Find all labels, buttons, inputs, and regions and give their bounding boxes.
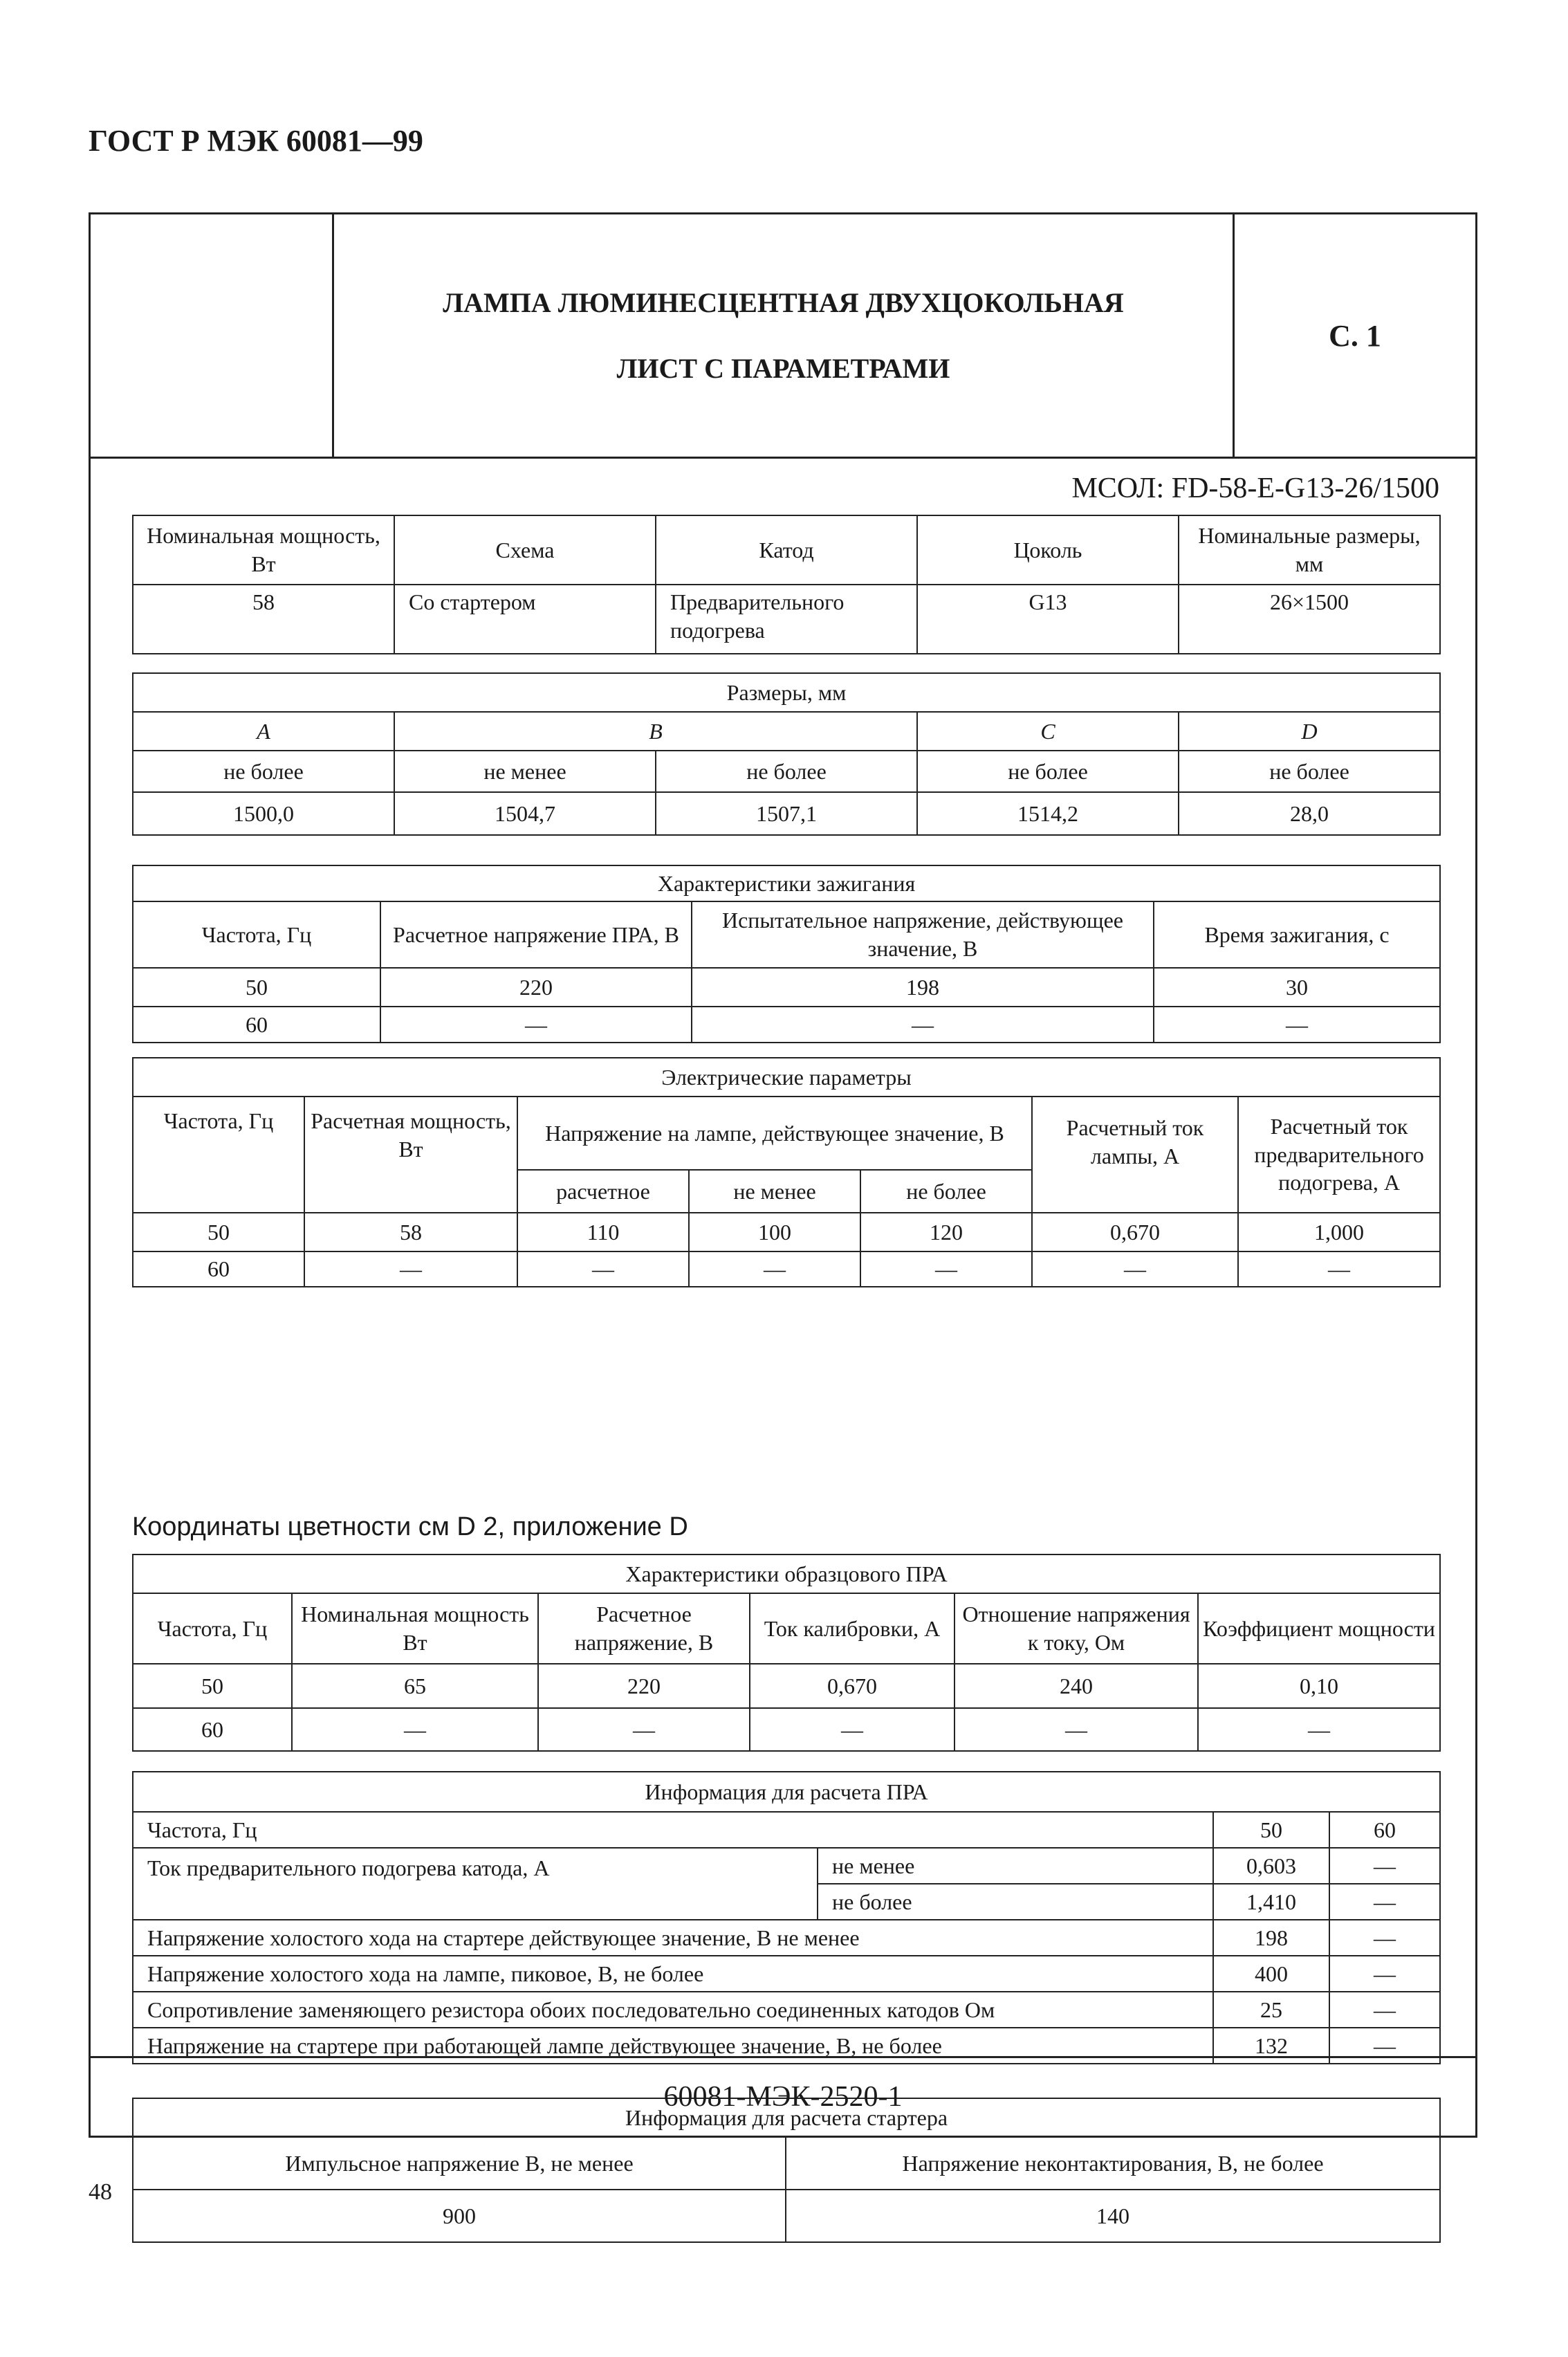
title-block-blank-cell <box>91 214 334 457</box>
general-table <box>132 515 1441 654</box>
value-cell: — <box>1238 1251 1440 1287</box>
value-cell: 1507,1 <box>656 792 917 835</box>
table-header-row <box>133 901 1440 968</box>
value-cell: 1,000 <box>1238 1213 1440 1251</box>
page-number: 48 <box>89 2179 112 2205</box>
row-label: Напряжение холостого хода на стартере действующее значение, В не менее <box>133 1920 1213 1956</box>
dimension-letter: B <box>394 712 917 751</box>
header-cell: Напряжение на лампе, действующее значение, В <box>517 1097 1032 1170</box>
value-cell: 132 <box>1213 2028 1329 2064</box>
table-header-row <box>133 2137 1440 2190</box>
value-cell: — <box>1329 2028 1440 2064</box>
value-cell: 1514,2 <box>917 792 1179 835</box>
value-cell: Со стартером <box>394 585 656 654</box>
value-cell: — <box>1329 1884 1440 1920</box>
value-cell: 60 <box>133 1708 292 1751</box>
table-title: Информация для расчета ПРА <box>133 1772 1440 1812</box>
table-row <box>133 1848 1440 1884</box>
header-cell: не более <box>860 1170 1032 1213</box>
table-header-row <box>133 1593 1440 1664</box>
table-row <box>133 792 1440 835</box>
limit-cell: не более <box>917 751 1179 792</box>
value-cell: — <box>1329 1992 1440 2028</box>
sheet-code: 60081-МЭК-2520-1 <box>663 2081 903 2113</box>
value-cell: 30 <box>1154 968 1440 1007</box>
table-row <box>133 2190 1440 2242</box>
value-cell: 58 <box>304 1213 517 1251</box>
value-cell: — <box>954 1708 1198 1751</box>
table-row <box>133 1251 1440 1287</box>
value-cell: 0,670 <box>1032 1213 1238 1251</box>
value-cell: — <box>1329 1920 1440 1956</box>
value-cell: — <box>750 1708 954 1751</box>
row-label: Сопротивление заменяющего резистора обоих последовательно соединенных катодов Ом <box>133 1992 1213 2028</box>
value-cell: 58 <box>133 585 394 654</box>
table-row <box>133 1007 1440 1043</box>
value-cell: 26×1500 <box>1179 585 1440 654</box>
sheet-code-footer <box>91 2056 1475 2136</box>
msol-designation: МСОЛ: FD-58-E-G13-26/1500 <box>1071 473 1439 504</box>
document-standard-title: ГОСТ Р МЭК 60081—99 <box>89 124 423 158</box>
value-cell: — <box>304 1251 517 1287</box>
limit-cell: не менее <box>394 751 656 792</box>
value-cell: — <box>1329 1956 1440 1992</box>
value-cell: 220 <box>380 968 692 1007</box>
electrical-parameters-table <box>132 1057 1441 1287</box>
header-cell: Расчетная мощность, Вт <box>304 1097 517 1213</box>
value-cell: — <box>1329 1848 1440 1884</box>
dimension-limits-row <box>133 751 1440 792</box>
header-cell: Ток калибровки, А <box>750 1593 954 1664</box>
header-cell: Напряжение неконтактирования, В, не более <box>786 2137 1440 2190</box>
table-row <box>133 1920 1440 1956</box>
row-label: Напряжение холостого хода на лампе, пиковое, В, не более <box>133 1956 1213 1992</box>
header-cell: не менее <box>689 1170 860 1213</box>
table-title: Электрические параметры <box>133 1058 1440 1097</box>
table-row <box>133 1213 1440 1251</box>
value-cell: 50 <box>133 1664 292 1708</box>
header-cell: Номинальные размеры, мм <box>1179 515 1440 585</box>
header-cell: Схема <box>394 515 656 585</box>
table-title: Информация для расчета стартера <box>133 2098 1440 2137</box>
header-cell: Расчетный ток предварительного подогрева, А <box>1238 1097 1440 1213</box>
table-row <box>133 585 1440 654</box>
value-cell: 50 <box>1213 1812 1329 1848</box>
row-label: Ток предварительного подогрева катода, А <box>133 1848 818 1920</box>
value-cell: 140 <box>786 2190 1440 2242</box>
value-cell: 50 <box>133 968 380 1007</box>
value-cell: — <box>1154 1007 1440 1043</box>
ballast-design-info-table <box>132 1771 1441 2064</box>
value-cell: 400 <box>1213 1956 1329 1992</box>
table-row <box>133 968 1440 1007</box>
table-header-row <box>133 515 1440 585</box>
limit-cell: не менее <box>818 1848 1213 1884</box>
value-cell: 240 <box>954 1664 1198 1708</box>
value-cell: 60 <box>133 1007 380 1043</box>
table-row <box>133 1992 1440 2028</box>
row-label: Частота, Гц <box>133 1812 1213 1848</box>
dimension-letter: A <box>133 712 394 751</box>
header-cell: Отношение напряжения к току, Ом <box>954 1593 1198 1664</box>
value-cell: — <box>538 1708 750 1751</box>
value-cell: — <box>860 1251 1032 1287</box>
dimension-letter: D <box>1179 712 1440 751</box>
table-title: Характеристики образцового ПРА <box>133 1554 1440 1593</box>
table-title: Характеристики зажигания <box>133 865 1440 901</box>
header-cell: Расчетное напряжение ПРА, В <box>380 901 692 968</box>
value-cell: 900 <box>133 2190 786 2242</box>
table-row <box>133 1812 1440 1848</box>
sheet-number: С. 1 <box>1329 318 1381 353</box>
value-cell: 28,0 <box>1179 792 1440 835</box>
value-cell: 198 <box>692 968 1154 1007</box>
value-cell: Предварительного подогрева <box>656 585 917 654</box>
value-cell: 50 <box>133 1213 304 1251</box>
header-cell: Испытательное напряжение, действующее значение, В <box>692 901 1154 968</box>
header-cell: Цоколь <box>917 515 1179 585</box>
value-cell: 110 <box>517 1213 689 1251</box>
starting-characteristics-table <box>132 865 1441 1043</box>
value-cell: — <box>380 1007 692 1043</box>
header-cell: Расчетный ток лампы, А <box>1032 1097 1238 1213</box>
value-cell: G13 <box>917 585 1179 654</box>
value-cell: 0,603 <box>1213 1848 1329 1884</box>
value-cell: — <box>689 1251 860 1287</box>
value-cell: 1504,7 <box>394 792 656 835</box>
header-cell: Частота, Гц <box>133 1593 292 1664</box>
header-cell: расчетное <box>517 1170 689 1213</box>
header-cell: Частота, Гц <box>133 1097 304 1213</box>
value-cell: 220 <box>538 1664 750 1708</box>
header-cell: Коэффициент мощности <box>1198 1593 1440 1664</box>
value-cell: 198 <box>1213 1920 1329 1956</box>
table-row <box>133 1956 1440 1992</box>
title-block <box>91 214 1475 459</box>
value-cell: 120 <box>860 1213 1032 1251</box>
header-cell: Время зажигания, с <box>1154 901 1440 968</box>
limit-cell: не более <box>133 751 394 792</box>
table-title: Размеры, мм <box>133 673 1440 712</box>
dimension-letters-row <box>133 712 1440 751</box>
value-cell: 60 <box>133 1251 304 1287</box>
value-cell: — <box>692 1007 1154 1043</box>
value-cell: 25 <box>1213 1992 1329 2028</box>
table-row <box>133 1664 1440 1708</box>
value-cell: 100 <box>689 1213 860 1251</box>
header-cell: Импульсное напряжение В, не менее <box>133 2137 786 2190</box>
value-cell: 0,670 <box>750 1664 954 1708</box>
dimension-letter: C <box>917 712 1179 751</box>
header-cell: Номинальная мощность, Вт <box>133 515 394 585</box>
value-cell: 1,410 <box>1213 1884 1329 1920</box>
value-cell: — <box>517 1251 689 1287</box>
limit-cell: не более <box>656 751 917 792</box>
table-header-row <box>133 1097 1440 1170</box>
value-cell: 0,10 <box>1198 1664 1440 1708</box>
value-cell: 65 <box>292 1664 538 1708</box>
value-cell: 1500,0 <box>133 792 394 835</box>
header-cell: Номинальная мощность Вт <box>292 1593 538 1664</box>
value-cell: — <box>292 1708 538 1751</box>
reference-ballast-table <box>132 1554 1441 1752</box>
table-row <box>133 1708 1440 1751</box>
header-cell: Расчетное напряжение, В <box>538 1593 750 1664</box>
chromaticity-coordinates-note: Координаты цветности см D 2, приложение D <box>132 1512 688 1541</box>
header-cell: Катод <box>656 515 917 585</box>
dimensions-table <box>132 672 1441 836</box>
header-cell: Частота, Гц <box>133 901 380 968</box>
value-cell: 60 <box>1329 1812 1440 1848</box>
lamp-type-title: ЛАМПА ЛЮМИНЕСЦЕНТНАЯ ДВУХЦОКОЛЬНАЯ <box>443 287 1124 318</box>
value-cell: — <box>1198 1708 1440 1751</box>
sheet-type-title: ЛИСТ С ПАРАМЕТРАМИ <box>616 353 950 384</box>
limit-cell: не более <box>1179 751 1440 792</box>
row-label: Напряжение на стартере при работающей лампе действующее значение, В, не более <box>133 2028 1213 2064</box>
value-cell: — <box>1032 1251 1238 1287</box>
limit-cell: не более <box>818 1884 1213 1920</box>
title-block-heading <box>334 214 1235 457</box>
